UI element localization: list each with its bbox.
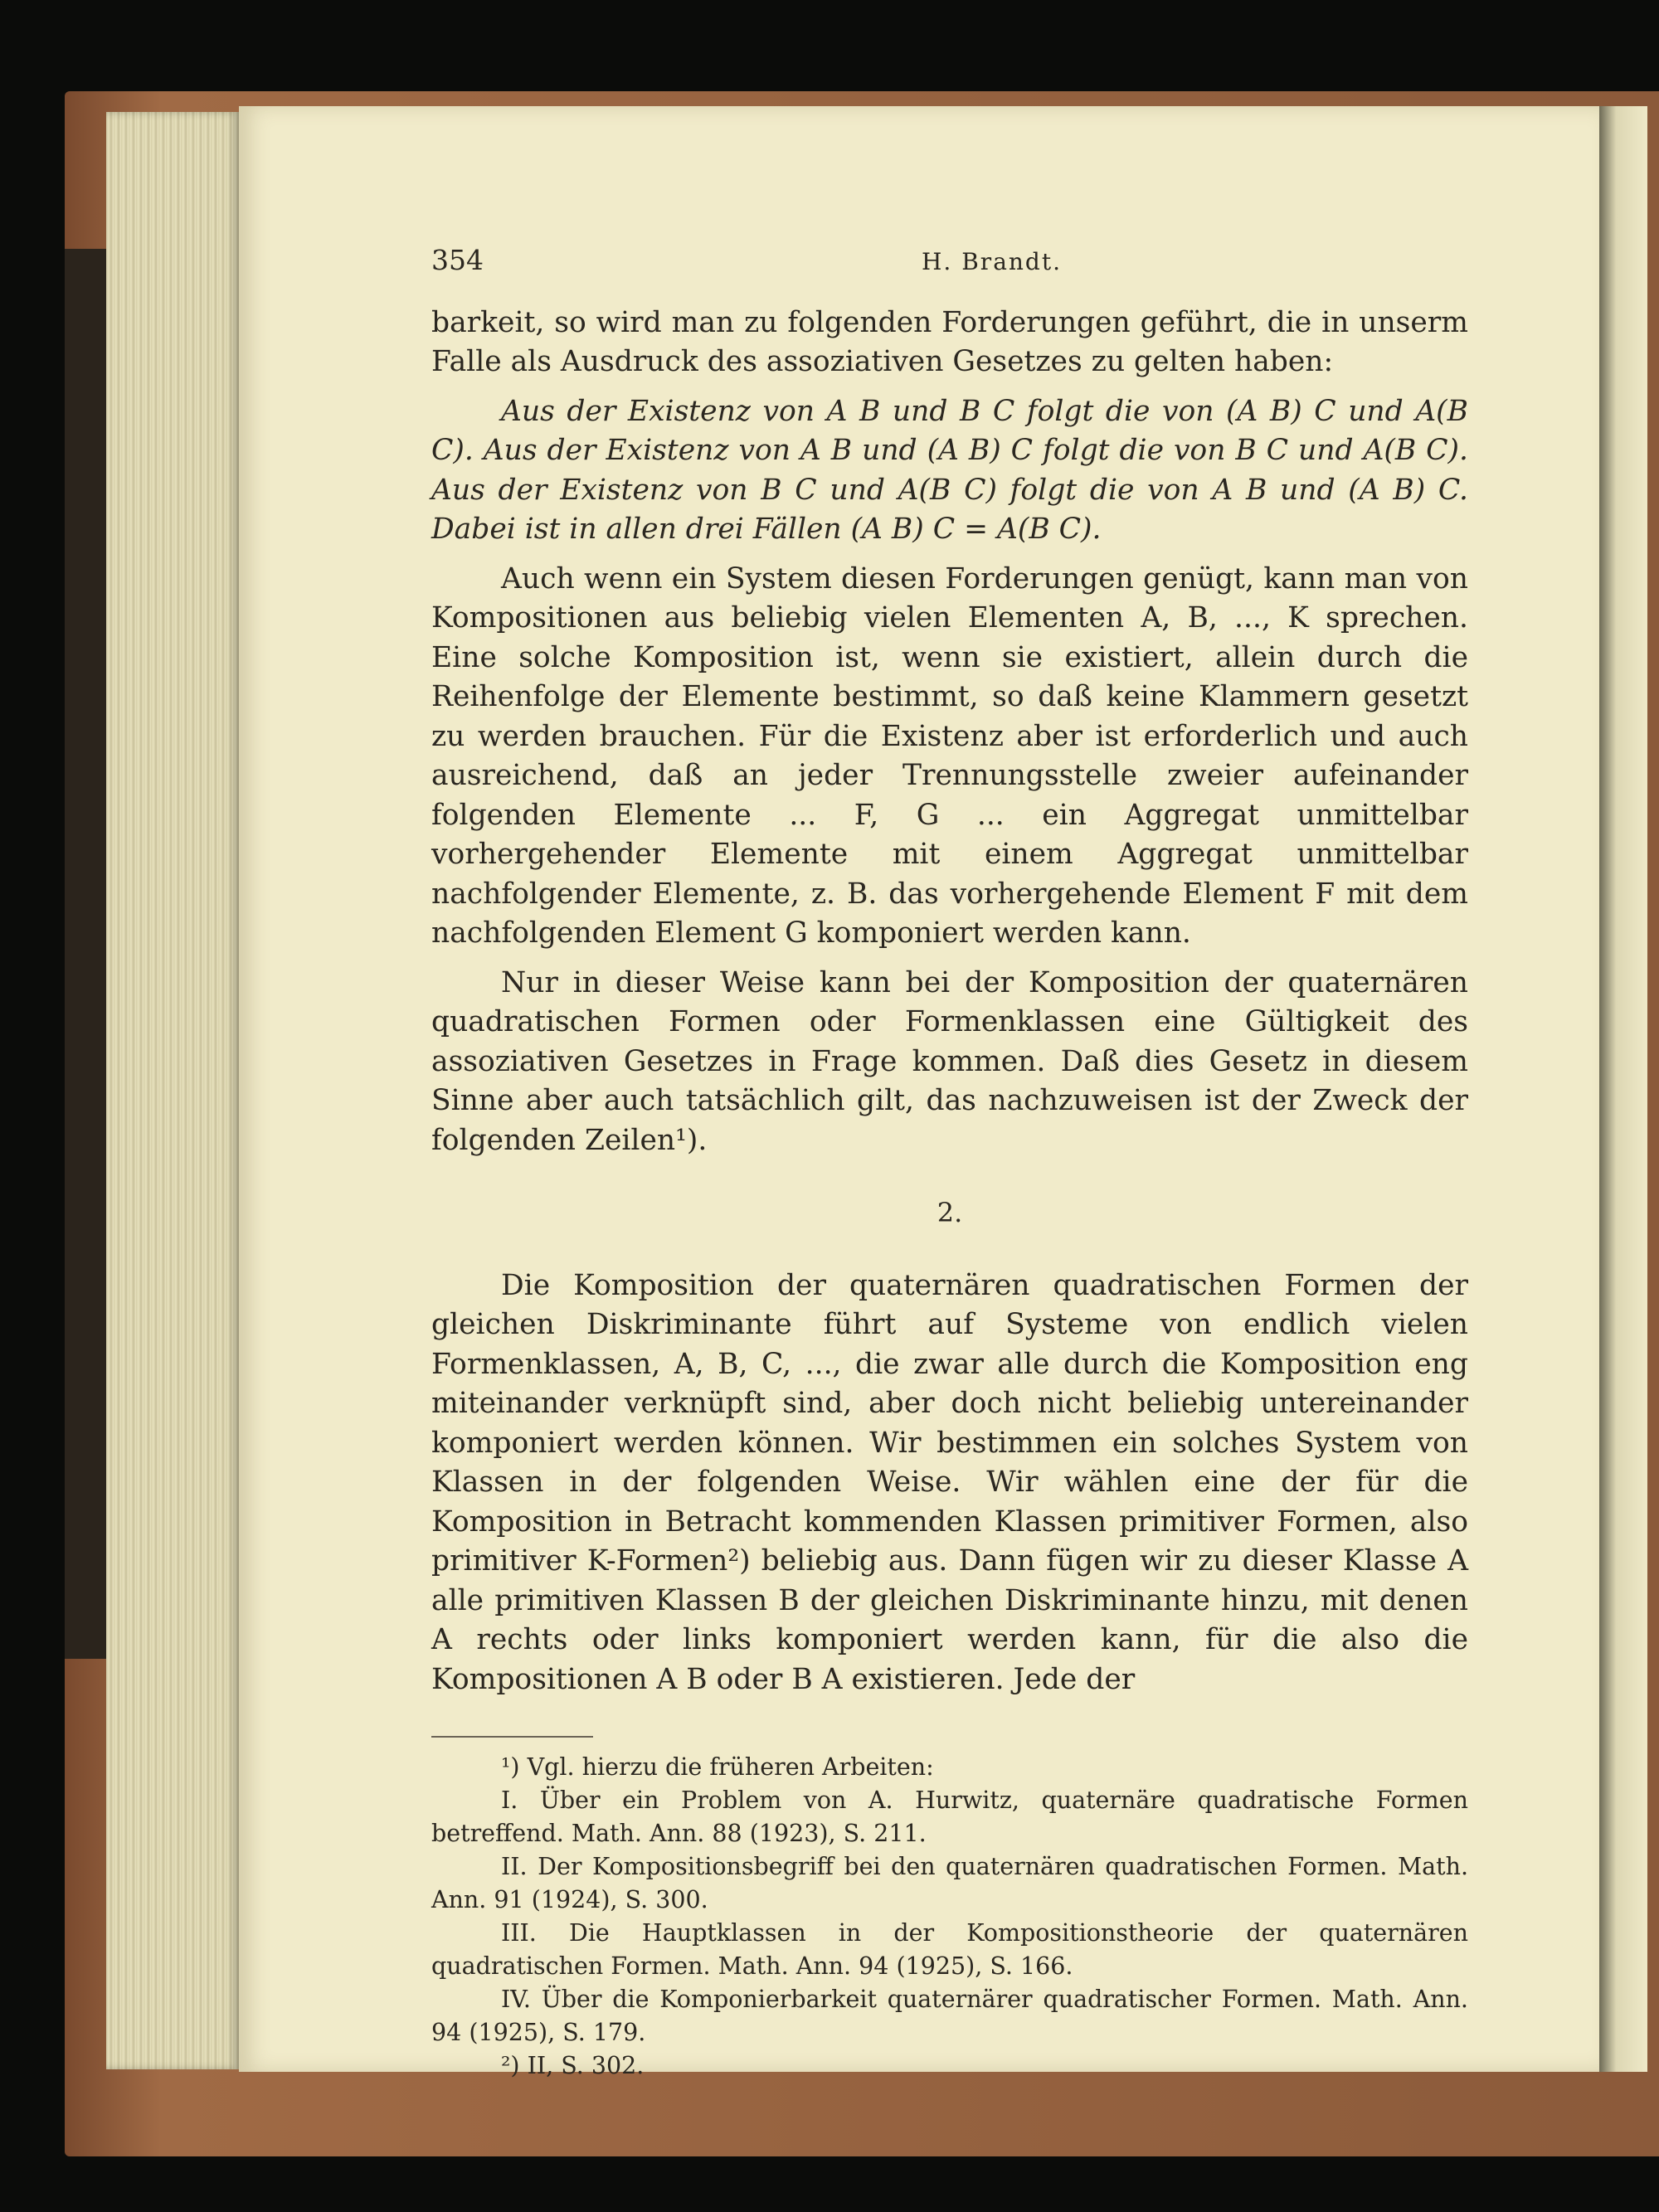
footnote-ref-I: I. Über ein Problem von A. Hurwitz, quaternäre quadratische Formen betreffend. Math. Ann. 88 (1923), S. 211. xyxy=(431,1787,1468,1847)
footnotes xyxy=(431,1751,1468,2083)
footnote-ref-II: II. Der Kompositionsbegriff bei den quaternären quadratischen Formen. Math. Ann. 91 (1924), S. 300. xyxy=(431,1853,1468,1913)
page-text xyxy=(431,241,1468,2083)
paragraph-5: Die Komposition der quaternären quadratischen Formen der gleichen Diskriminante führt auf Systeme von endlich vielen Formenklassen, A, B, C, ..., die zwar alle durch die Komposition eng miteinander verknüpft sind, aber doch nicht beliebig untereinander komponiert werden können. Wir bestimmen ein solches System von Klassen in der folgenden Weise. Wir wählen eine der für die Komposition in Betracht kommenden Klassen primitiver Formen, also primitiver K-Formen²) beliebig aus. Dann fügen wir zu dieser Klasse A alle primitiven Klassen B der gleichen Diskriminante hinzu, mit denen A rechts oder links komponiert werden kann, für die also die Kompositionen A B oder B A existieren. Jede der xyxy=(431,1268,1468,1696)
page-number: 354 xyxy=(431,244,484,276)
footnote-ref-III: III. Die Hauptklassen in der Kompositionstheorie der quaternären quadratischen Formen. Math. Ann. 94 (1925), S. 166. xyxy=(431,1919,1468,1980)
paragraph-4: Nur in dieser Weise kann bei der Komposition der quaternären quadratischen Formen oder Formenklassen eine Gültigkeit des assoziativen Gesetzes in Frage kommen. Daß dies Gesetz in diesem Sinne aber auch tatsächlich gilt, das nachzuweisen ist der Zweck der folgenden Zeilen¹). xyxy=(431,965,1468,1157)
footnote-1-intro: ¹) Vgl. hierzu die früheren Arbeiten: xyxy=(501,1753,934,1781)
footnote-2: ²) II, S. 302. xyxy=(501,2052,645,2079)
page-header xyxy=(431,241,1468,282)
footnote-rule xyxy=(431,1736,593,1738)
page-block-edges xyxy=(106,112,239,2069)
facing-page-edge xyxy=(1599,106,1647,2072)
section-number: 2. xyxy=(937,1197,963,1228)
paragraph-1: barkeit, so wird man zu folgenden Forderungen geführt, die in unserm Falle als Ausdruck des assoziativen Gesetzes zu gelten haben: xyxy=(431,305,1468,378)
book-spine-band xyxy=(65,249,106,1659)
footnote-ref-IV: IV. Über die Komponierbarkeit quaternärer quadratischer Formen. Math. Ann. 94 (1925), S. 179. xyxy=(431,1986,1468,2046)
paragraph-3: Auch wenn ein System diesen Forderungen genügt, kann man von Kompositionen aus beliebig vielen Elementen A, B, ..., K sprechen. Eine solche Komposition ist, wenn sie existiert, allein durch die Reihenfolge der Elemente bestimmt, so daß keine Klammern gesetzt zu werden brauchen. Für die Existenz aber ist erforderlich und auch ausreichend, daß an jeder Trennungsstelle zweier aufeinander folgenden Elemente ... F, G ... ein Aggregat unmittelbar vorhergehender Elemente mit einem Aggregat unmittelbar nachfolgender Elemente, z. B. das vorhergehende Element F mit dem nachfolgenden Element G komponiert werden kann. xyxy=(431,562,1468,950)
paragraph-2-theorem: Aus der Existenz von A B und B C folgt die von (A B) C und A(B C). Aus der Existenz von A B und (A B) C folgt die von B C und A(B C). Aus der Existenz von B C und A(B C) folgt die von A B und (A B) C. Dabei ist in allen drei Fällen (A B) C = A(B C). xyxy=(431,394,1468,546)
running-title: H. Brandt. xyxy=(922,248,1062,275)
